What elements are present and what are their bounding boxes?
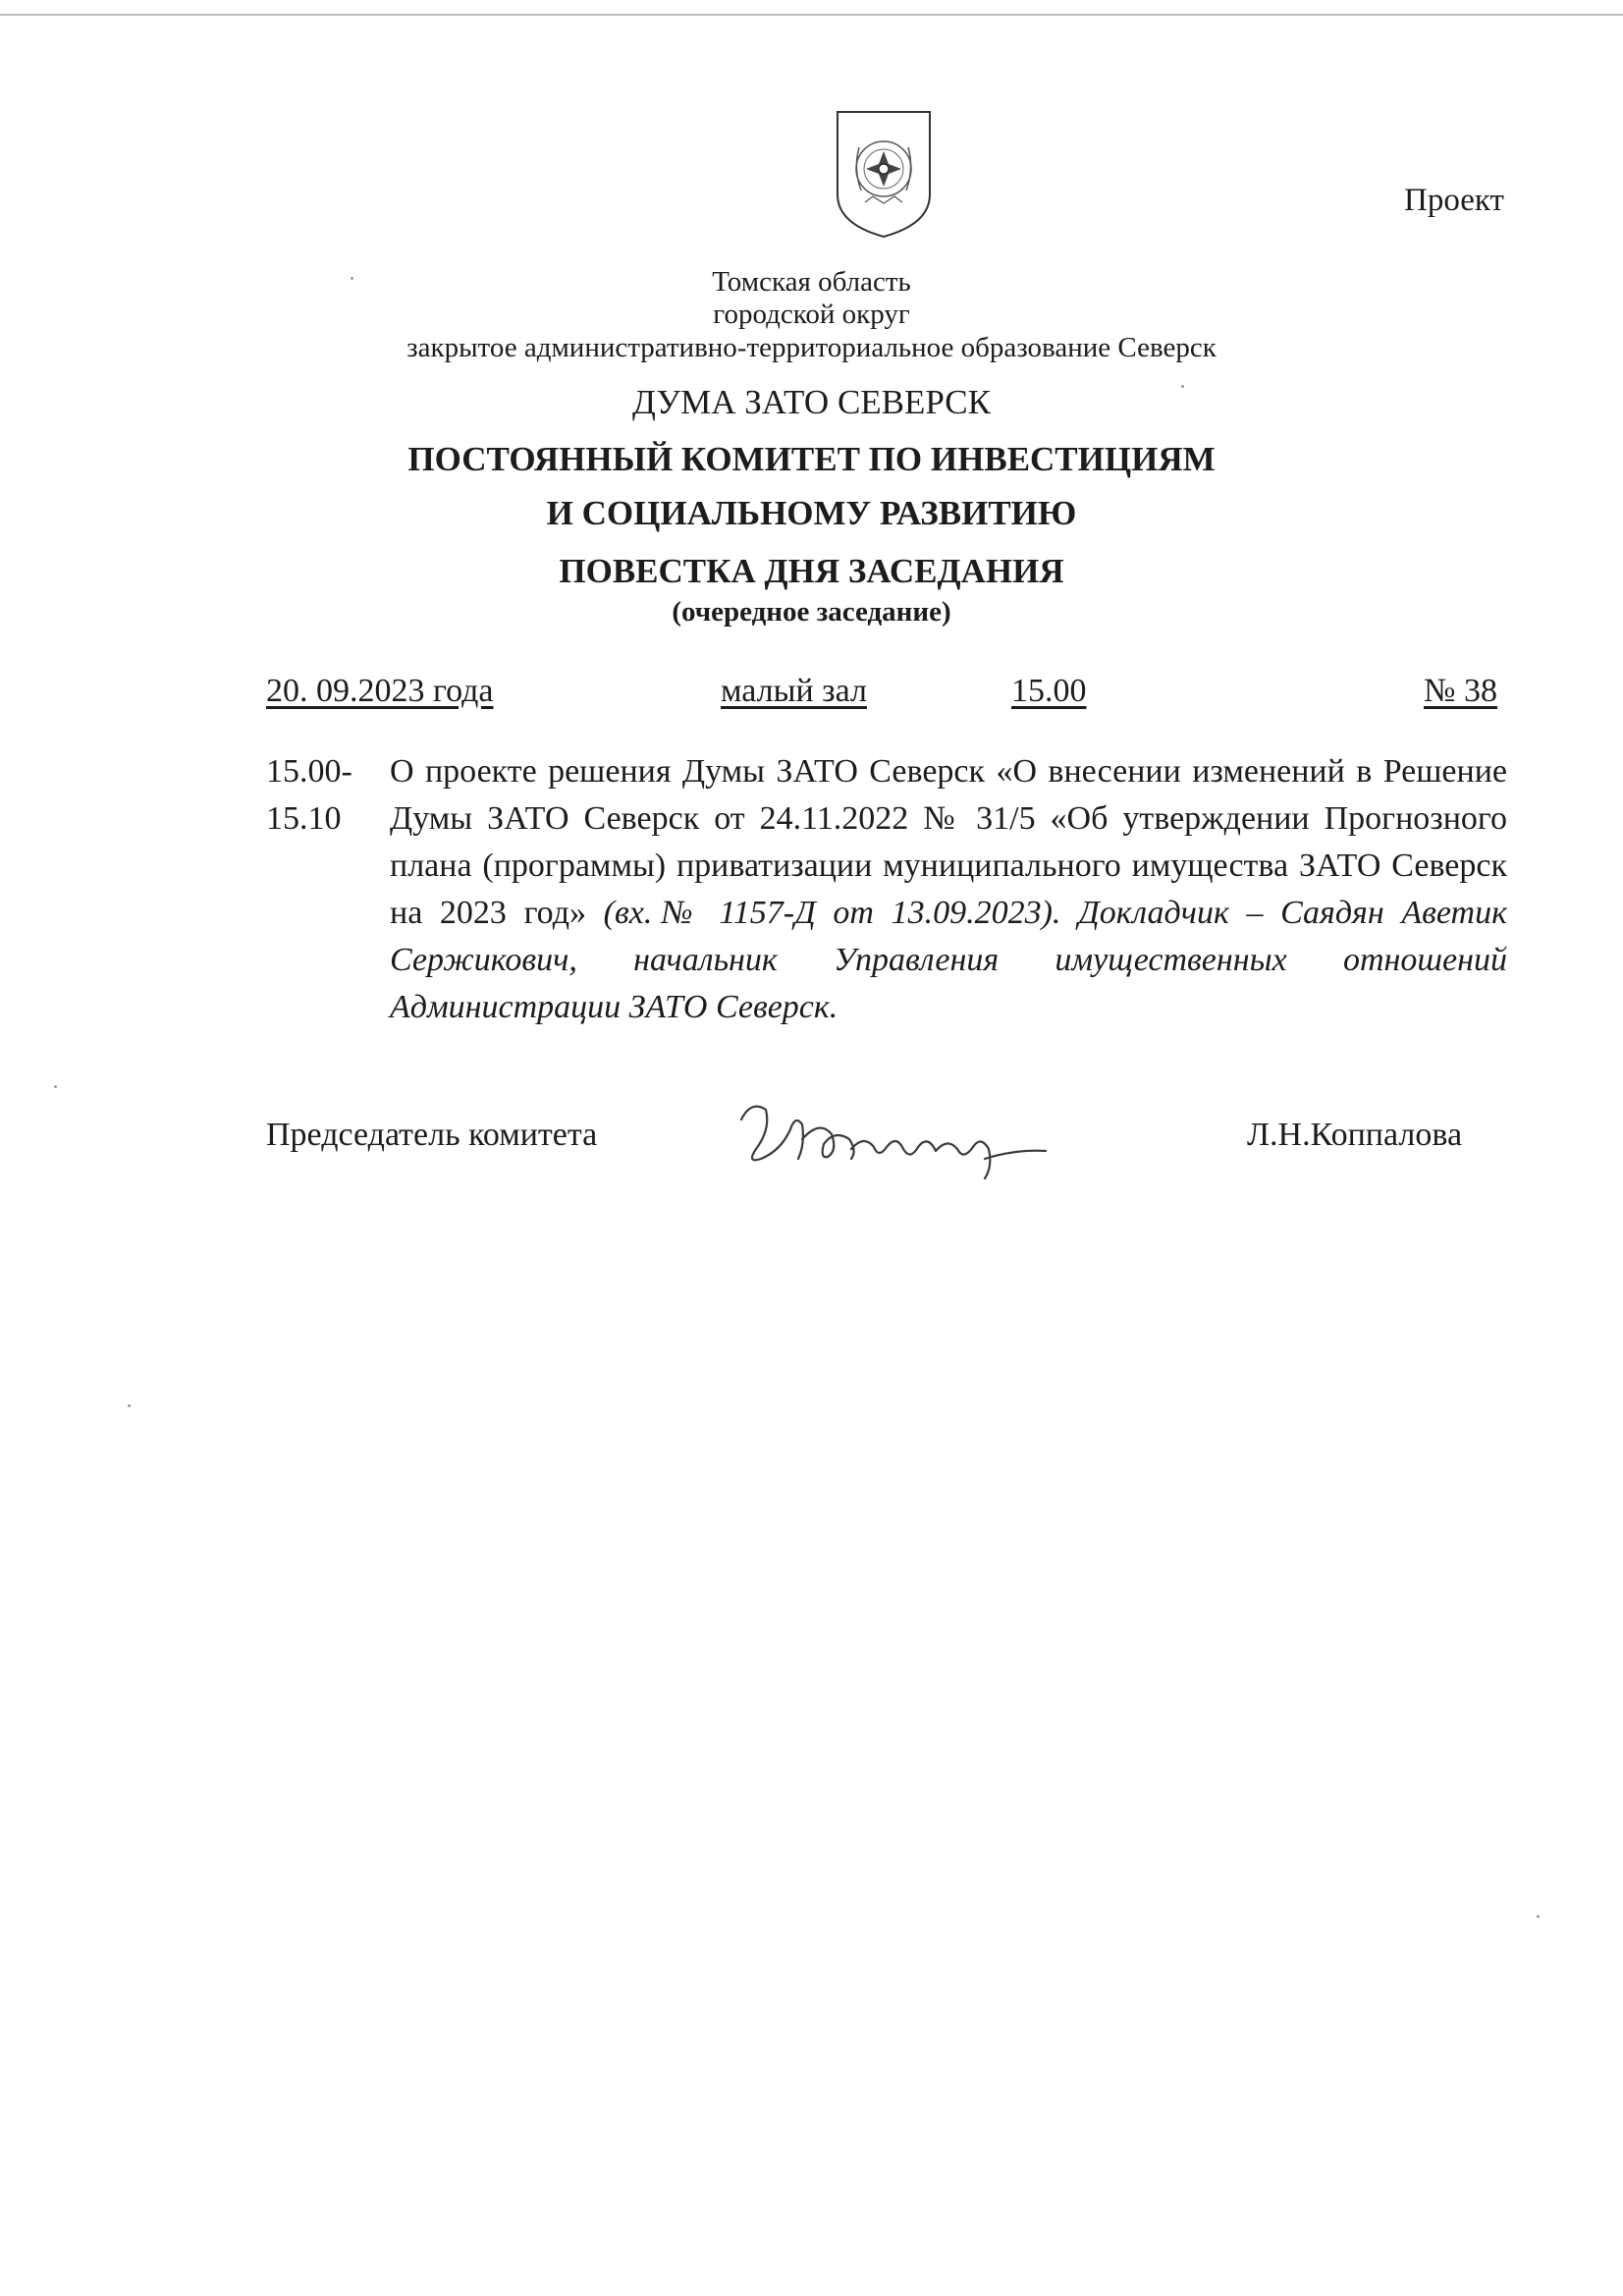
agenda-item-speaker: Докладчик – Саядян Аветик Сержикович, начальник Управления имущественных отношений Администрации ЗАТО Северск.: [390, 895, 1508, 1025]
committee-title-line2: И СОЦИАЛЬНОМУ РАЗВИТИЮ: [546, 494, 1077, 532]
meeting-date: 20. 09.2023 года: [266, 673, 494, 709]
scan-speck: [54, 1085, 57, 1088]
agenda-title: ПОВЕСТКА ДНЯ ЗАСЕДАНИЯ: [559, 552, 1064, 590]
session-type: (очередное заседание): [672, 596, 951, 628]
signatory-name: Л.Н.Коппалова: [1247, 1117, 1463, 1153]
scan-speck: [1537, 1915, 1540, 1918]
coat-of-arms-icon: [830, 108, 938, 241]
meeting-room: малый зал: [721, 673, 867, 709]
agenda-item-time-start: 15.00-: [266, 753, 352, 790]
committee-title-line1: ПОСТОЯННЫЙ КОМИТЕТ ПО ИНВЕСТИЦИЯМ: [407, 440, 1216, 478]
scan-top-edge: [0, 14, 1623, 16]
scan-speck: [1181, 385, 1184, 388]
handwritten-signature: [722, 1090, 1075, 1183]
agenda-item-title: О проекте решения Думы ЗАТО Северск «О внесении изменений в Решение Думы ЗАТО Северск от 24.11.2022 № 31/5 «Об утверждении Прогнозного плана (программы) приватизации муниципального имущества ЗАТО Северск на 2023 год»: [390, 753, 1507, 931]
document-status-label: Проект: [1404, 183, 1504, 218]
meeting-number: № 38: [1424, 673, 1497, 709]
agenda-item-time: [266, 748, 384, 843]
region-line: Томская область: [712, 266, 911, 298]
okrug-line: городской округ: [713, 299, 910, 330]
agenda-item-time-end: 15.10: [266, 800, 342, 837]
scan-speck: [351, 277, 353, 280]
agenda-item-text: [390, 748, 1507, 1031]
duma-title: ДУМА ЗАТО СЕВЕРСК: [632, 383, 991, 421]
agenda-item-reference: (вх.№ 1157-Д от 13.09.2023).: [603, 895, 1061, 931]
zato-line: закрытое административно-территориальное образование Северск: [406, 332, 1217, 363]
meeting-time: 15.00: [1011, 673, 1087, 709]
signatory-title: Председатель комитета: [266, 1117, 598, 1153]
scan-speck: [128, 1404, 131, 1407]
